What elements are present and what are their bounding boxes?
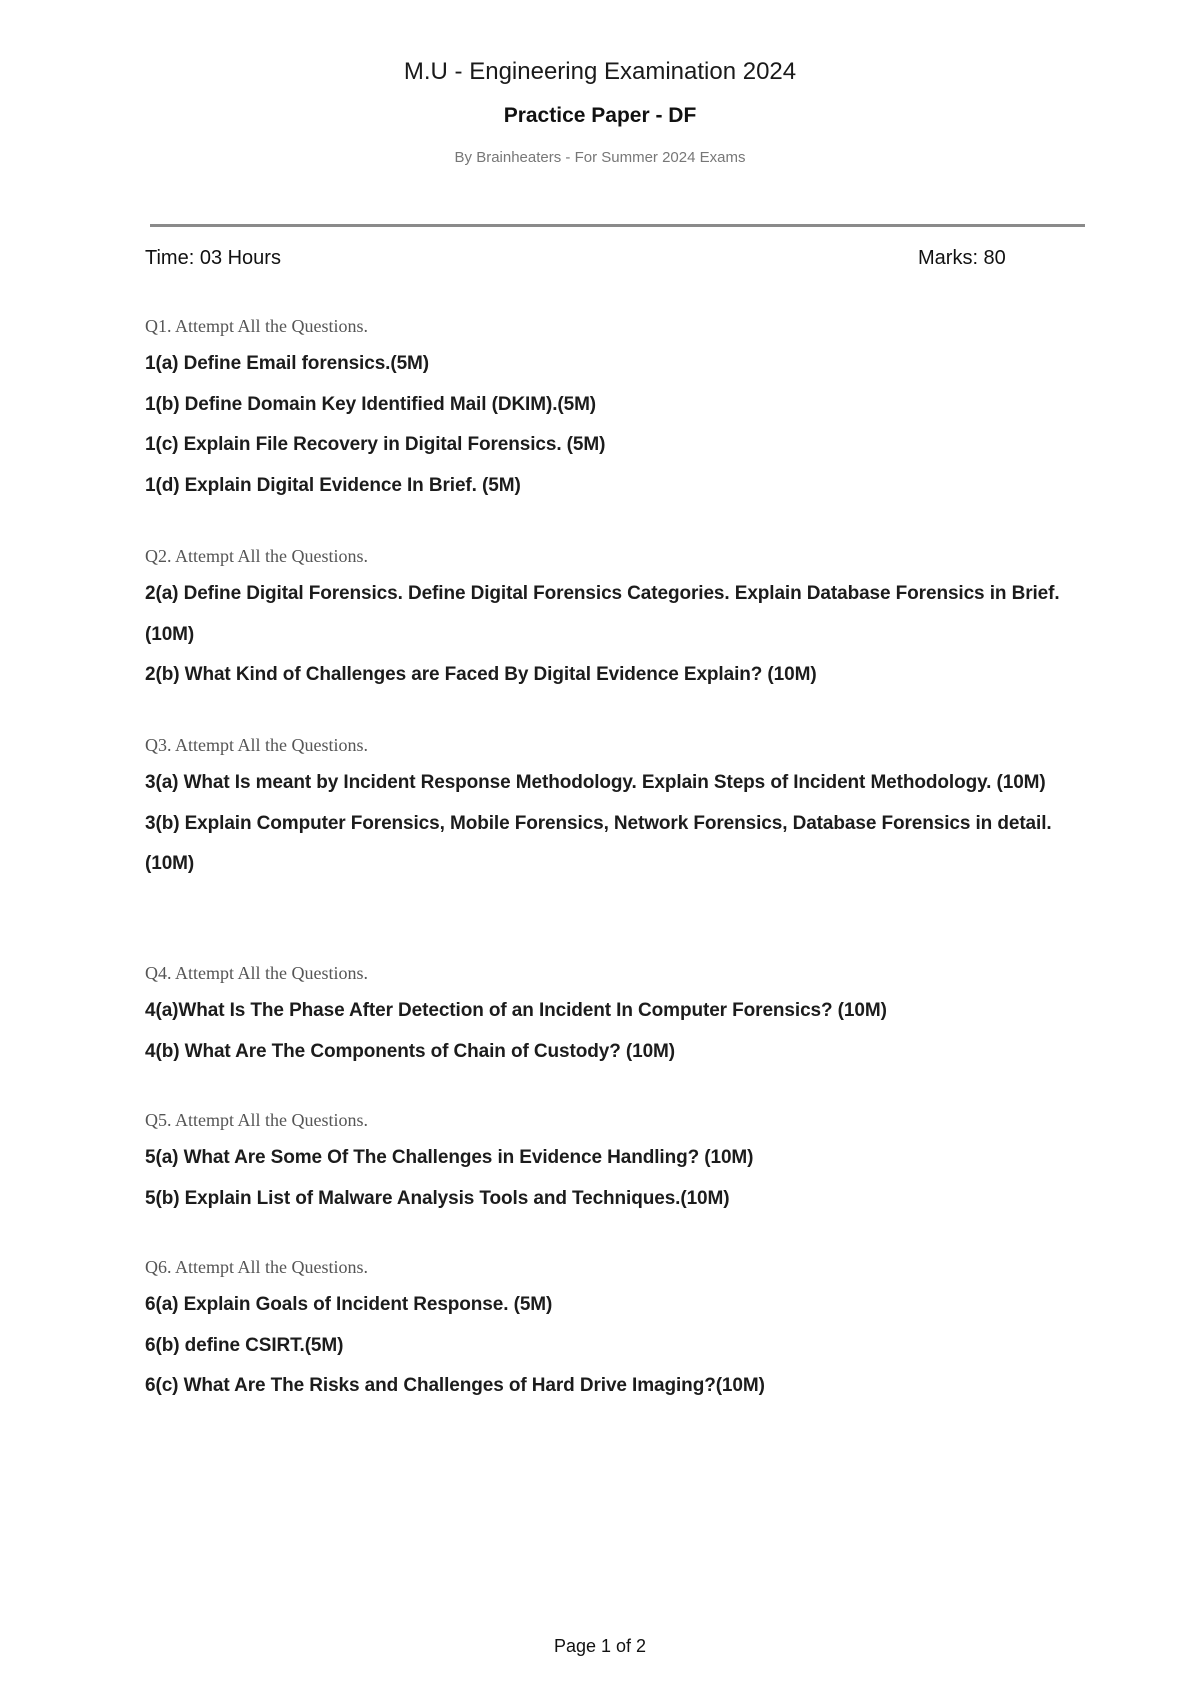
question-item: 1(d) Explain Digital Evidence In Brief. (5M) — [145, 474, 521, 496]
question-item: 2(b) What Kind of Challenges are Faced By Digital Evidence Explain? (10M) — [145, 664, 817, 685]
section-heading: Q5. Attempt All the Questions. — [145, 1110, 368, 1130]
document-byline: By Brainheaters - For Summer 2024 Exams — [454, 149, 746, 166]
question-item: 3(b) Explain Computer Forensics, Mobile Forensics, Network Forensics, Database Forensics in detail.(10M) — [145, 812, 1052, 874]
document-title: M.U - Engineering Examination 2024 — [403, 58, 797, 85]
question-item: 5(b) Explain List of Malware Analysis Tools and Techniques.(10M) — [145, 1187, 730, 1209]
section-heading: Q2. Attempt All the Questions. — [145, 546, 368, 566]
question-section-5 — [145, 1107, 1065, 1219]
section-heading: Q6. Attempt All the Questions. — [145, 1257, 368, 1277]
question-item: 2(a) Define Digital Forensics. Define Digital Forensics Categories. Explain Database Forensics in Brief.(10M) — [145, 583, 1060, 645]
question-section-2 — [145, 543, 1065, 696]
question-section-6 — [145, 1254, 1065, 1407]
question-section-1 — [145, 313, 1065, 506]
page-number: Page 1 of 2 — [553, 1636, 647, 1656]
question-section-3 — [145, 732, 1065, 885]
section-heading: Q4. Attempt All the Questions. — [145, 963, 368, 983]
question-item: 5(a) What Are Some Of The Challenges in Evidence Handling? (10M) — [145, 1147, 754, 1168]
question-item: 6(a) Explain Goals of Incident Response. (5M) — [145, 1294, 553, 1315]
question-item: 3(a) What Is meant by Incident Response Methodology. Explain Steps of Incident Methodology. (10M) — [145, 772, 1046, 793]
question-item: 6(c) What Are The Risks and Challenges of Hard Drive Imaging?(10M) — [145, 1375, 765, 1396]
question-item: 1(b) Define Domain Key Identified Mail (DKIM).(5M) — [145, 393, 597, 415]
section-heading: Q1. Attempt All the Questions. — [145, 316, 368, 336]
header-divider — [150, 224, 1085, 227]
section-heading: Q3. Attempt All the Questions. — [145, 735, 368, 755]
exam-marks: Marks: 80 — [918, 247, 1006, 269]
question-item: 4(a)What Is The Phase After Detection of an Incident In Computer Forensics? (10M) — [145, 1000, 887, 1021]
question-item: 6(b) define CSIRT.(5M) — [145, 1334, 344, 1356]
question-item: 4(b) What Are The Components of Chain of Custody? (10M) — [145, 1040, 675, 1062]
question-section-4 — [145, 960, 1065, 1072]
question-item: 1(c) Explain File Recovery in Digital Forensics. (5M) — [145, 434, 606, 455]
question-item: 1(a) Define Email forensics.(5M) — [145, 353, 429, 374]
exam-time: Time: 03 Hours — [145, 247, 281, 269]
document-subtitle: Practice Paper - DF — [503, 104, 697, 127]
